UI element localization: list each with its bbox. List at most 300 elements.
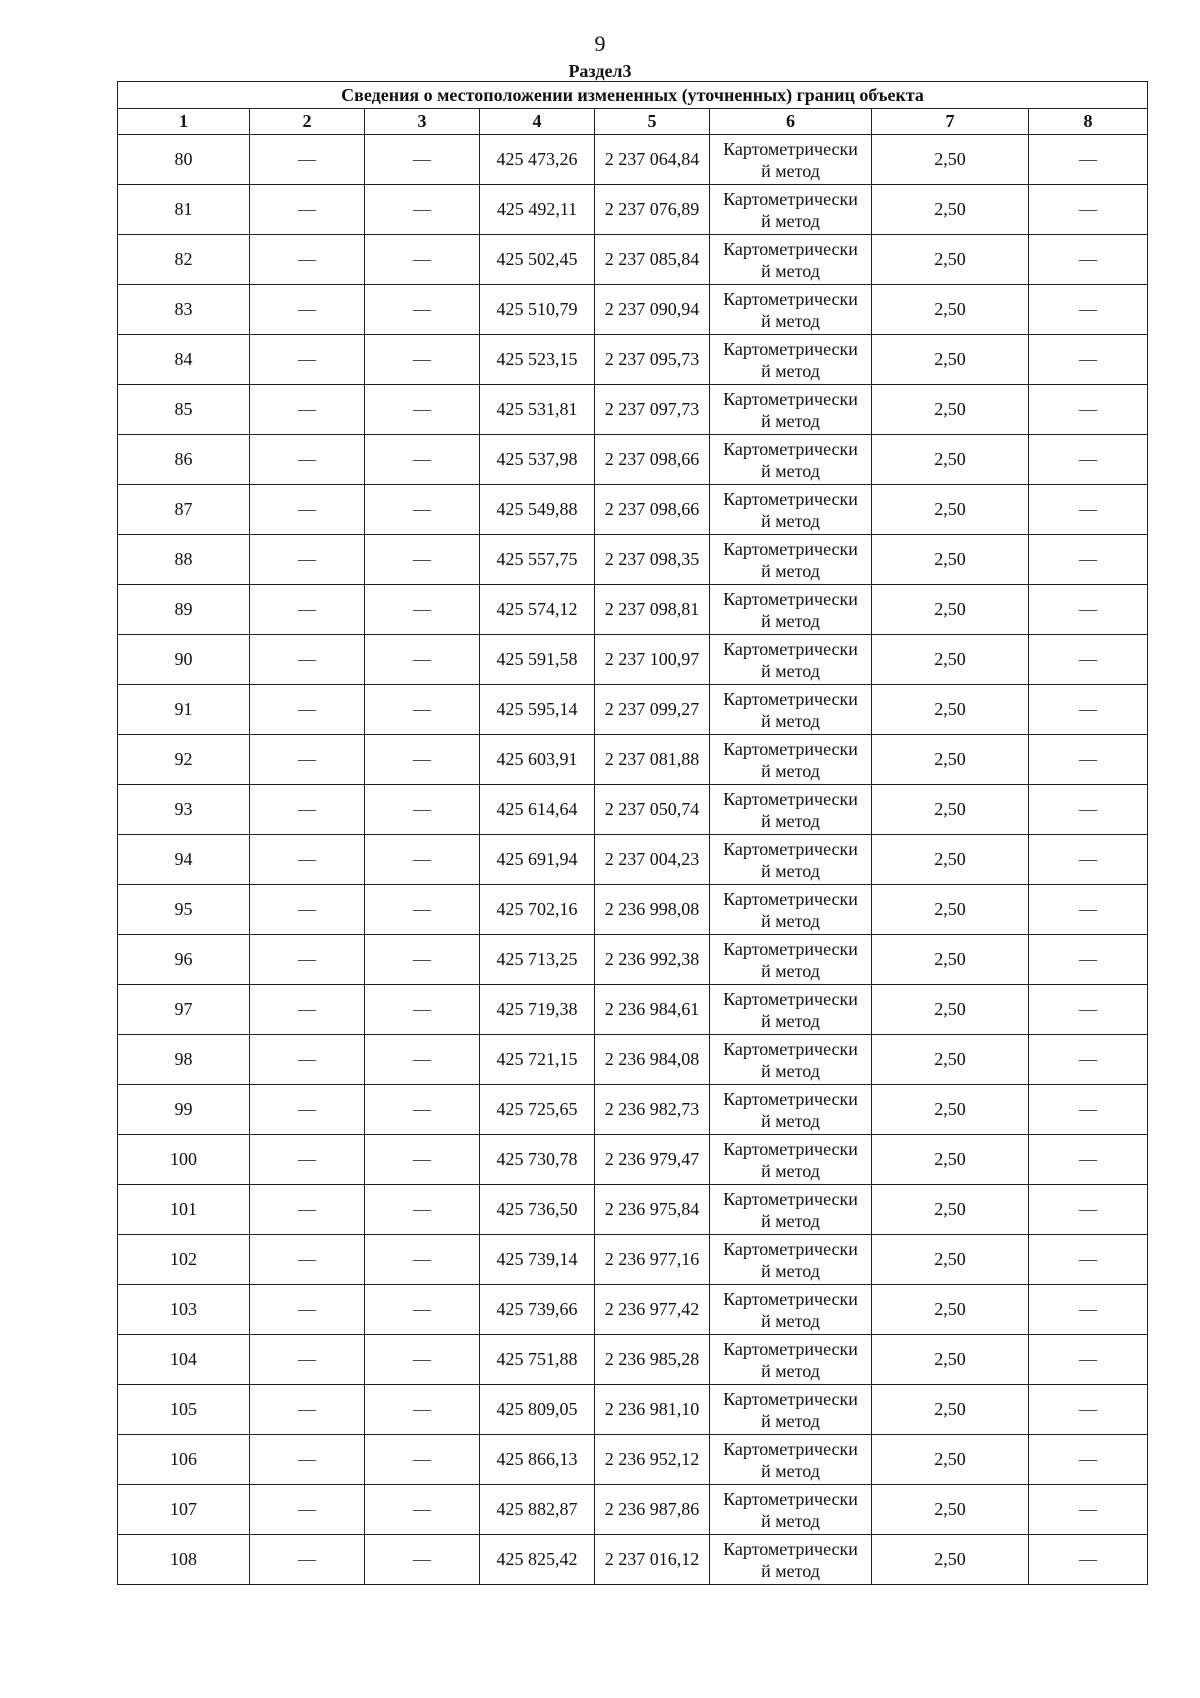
x-coordinate-cell: 425 736,50 [480, 1185, 595, 1235]
column-3-cell: — [365, 1335, 480, 1385]
x-coordinate-cell: 425 537,98 [480, 435, 595, 485]
point-number-cell: 96 [118, 935, 250, 985]
method-cell [710, 1485, 872, 1535]
column-8-cell: — [1029, 135, 1148, 185]
table-row [118, 1085, 1148, 1135]
x-coordinate-cell: 425 713,25 [480, 935, 595, 985]
column-3-cell: — [365, 1035, 480, 1085]
x-coordinate-cell: 425 557,75 [480, 535, 595, 585]
point-number-cell: 83 [118, 285, 250, 335]
method-line-2: й метод [761, 410, 820, 431]
y-coordinate-cell: 2 236 992,38 [595, 935, 710, 985]
x-coordinate-cell: 425 725,65 [480, 1085, 595, 1135]
point-number-cell: 87 [118, 485, 250, 535]
table-row [118, 1485, 1148, 1535]
x-coordinate-cell: 425 739,14 [480, 1235, 595, 1285]
column-3-cell: — [365, 1185, 480, 1235]
y-coordinate-cell: 2 237 099,27 [595, 685, 710, 735]
table-row [118, 985, 1148, 1035]
method-line-1: Картометрически [723, 638, 858, 659]
x-coordinate-cell: 425 882,87 [480, 1485, 595, 1535]
table-row [118, 935, 1148, 985]
section-title: Раздел3 [568, 61, 632, 81]
method-line-1: Картометрически [723, 288, 858, 309]
column-number-row [118, 109, 1148, 135]
method-cell [710, 635, 872, 685]
method-line-2: й метод [761, 660, 820, 681]
method-line-2: й метод [761, 310, 820, 331]
point-number-cell: 100 [118, 1135, 250, 1185]
column-3-cell: — [365, 635, 480, 685]
accuracy-cell: 2,50 [872, 1535, 1029, 1585]
accuracy-cell: 2,50 [872, 1485, 1029, 1535]
method-cell [710, 885, 872, 935]
column-8-cell: — [1029, 335, 1148, 385]
accuracy-cell: 2,50 [872, 1385, 1029, 1435]
column-3-cell: — [365, 1385, 480, 1435]
accuracy-cell: 2,50 [872, 985, 1029, 1035]
method-line-1: Картометрически [723, 1438, 858, 1459]
method-line-1: Картометрически [723, 588, 858, 609]
accuracy-cell: 2,50 [872, 285, 1029, 335]
table-row [118, 235, 1148, 285]
column-8-cell: — [1029, 385, 1148, 435]
accuracy-cell: 2,50 [872, 735, 1029, 785]
y-coordinate-cell: 2 237 100,97 [595, 635, 710, 685]
point-number-cell: 81 [118, 185, 250, 235]
method-line-1: Картометрически [723, 338, 858, 359]
accuracy-cell: 2,50 [872, 135, 1029, 185]
method-cell [710, 485, 872, 535]
point-number-cell: 103 [118, 1285, 250, 1335]
method-cell [710, 1085, 872, 1135]
method-line-1: Картометрически [723, 938, 858, 959]
point-number-cell: 102 [118, 1235, 250, 1285]
column-8-cell: — [1029, 935, 1148, 985]
y-coordinate-cell: 2 236 987,86 [595, 1485, 710, 1535]
column-3-cell: — [365, 1485, 480, 1535]
method-cell [710, 1335, 872, 1385]
method-cell [710, 785, 872, 835]
method-line-1: Картометрически [723, 788, 858, 809]
x-coordinate-cell: 425 866,13 [480, 1435, 595, 1485]
method-line-2: й метод [761, 1410, 820, 1431]
column-3-cell: — [365, 1085, 480, 1135]
column-number: 2 [250, 109, 365, 135]
method-line-1: Картометрически [723, 738, 858, 759]
accuracy-cell: 2,50 [872, 1235, 1029, 1285]
method-cell [710, 1135, 872, 1185]
x-coordinate-cell: 425 719,38 [480, 985, 595, 1035]
column-number: 1 [118, 109, 250, 135]
table-body [118, 135, 1148, 1585]
accuracy-cell: 2,50 [872, 1085, 1029, 1135]
column-8-cell: — [1029, 1335, 1148, 1385]
x-coordinate-cell: 425 591,58 [480, 635, 595, 685]
column-8-cell: — [1029, 235, 1148, 285]
y-coordinate-cell: 2 237 098,35 [595, 535, 710, 585]
y-coordinate-cell: 2 237 064,84 [595, 135, 710, 185]
accuracy-cell: 2,50 [872, 1185, 1029, 1235]
column-2-cell: — [250, 1485, 365, 1535]
method-line-1: Картометрически [723, 1038, 858, 1059]
x-coordinate-cell: 425 603,91 [480, 735, 595, 785]
method-line-1: Картометрически [723, 888, 858, 909]
column-2-cell: — [250, 685, 365, 735]
column-8-cell: — [1029, 1185, 1148, 1235]
column-2-cell: — [250, 485, 365, 535]
method-line-2: й метод [761, 710, 820, 731]
column-3-cell: — [365, 585, 480, 635]
method-line-1: Картометрически [723, 538, 858, 559]
method-line-2: й метод [761, 1510, 820, 1531]
method-cell [710, 185, 872, 235]
table-row [118, 585, 1148, 635]
method-line-2: й метод [761, 1310, 820, 1331]
column-2-cell: — [250, 1035, 365, 1085]
point-number-cell: 108 [118, 1535, 250, 1585]
x-coordinate-cell: 425 721,15 [480, 1035, 595, 1085]
method-cell [710, 935, 872, 985]
point-number-cell: 98 [118, 1035, 250, 1085]
page-number: 9 [594, 31, 606, 56]
column-3-cell: — [365, 885, 480, 935]
y-coordinate-cell: 2 236 985,28 [595, 1335, 710, 1385]
column-8-cell: — [1029, 985, 1148, 1035]
point-number-cell: 93 [118, 785, 250, 835]
y-coordinate-cell: 2 237 098,81 [595, 585, 710, 635]
accuracy-cell: 2,50 [872, 435, 1029, 485]
point-number-cell: 85 [118, 385, 250, 435]
column-2-cell: — [250, 1435, 365, 1485]
method-line-2: й метод [761, 160, 820, 181]
method-line-1: Картометрически [723, 138, 858, 159]
column-3-cell: — [365, 285, 480, 335]
column-2-cell: — [250, 1235, 365, 1285]
column-2-cell: — [250, 885, 365, 935]
method-line-2: й метод [761, 1110, 820, 1131]
point-number-cell: 101 [118, 1185, 250, 1235]
column-3-cell: — [365, 985, 480, 1035]
y-coordinate-cell: 2 236 998,08 [595, 885, 710, 935]
column-8-cell: — [1029, 535, 1148, 585]
column-3-cell: — [365, 1285, 480, 1335]
table-row [118, 1035, 1148, 1085]
column-8-cell: — [1029, 1385, 1148, 1435]
column-8-cell: — [1029, 685, 1148, 735]
column-8-cell: — [1029, 785, 1148, 835]
point-number-cell: 105 [118, 1385, 250, 1435]
column-3-cell: — [365, 1235, 480, 1285]
point-number-cell: 104 [118, 1335, 250, 1385]
x-coordinate-cell: 425 531,81 [480, 385, 595, 435]
column-number: 5 [595, 109, 710, 135]
y-coordinate-cell: 2 236 979,47 [595, 1135, 710, 1185]
column-number: 7 [872, 109, 1029, 135]
point-number-cell: 80 [118, 135, 250, 185]
x-coordinate-cell: 425 825,42 [480, 1535, 595, 1585]
column-8-cell: — [1029, 635, 1148, 685]
method-line-1: Картометрически [723, 1138, 858, 1159]
column-2-cell: — [250, 185, 365, 235]
y-coordinate-cell: 2 237 016,12 [595, 1535, 710, 1585]
accuracy-cell: 2,50 [872, 935, 1029, 985]
column-8-cell: — [1029, 285, 1148, 335]
column-3-cell: — [365, 735, 480, 785]
method-line-1: Картометрически [723, 688, 858, 709]
x-coordinate-cell: 425 549,88 [480, 485, 595, 535]
column-8-cell: — [1029, 885, 1148, 935]
table-row [118, 1285, 1148, 1335]
column-3-cell: — [365, 135, 480, 185]
method-cell [710, 535, 872, 585]
column-3-cell: — [365, 185, 480, 235]
method-cell [710, 435, 872, 485]
method-line-2: й метод [761, 760, 820, 781]
table-row [118, 185, 1148, 235]
method-cell [710, 1385, 872, 1435]
method-cell [710, 285, 872, 335]
method-line-2: й метод [761, 460, 820, 481]
x-coordinate-cell: 425 702,16 [480, 885, 595, 935]
method-cell [710, 1035, 872, 1085]
x-coordinate-cell: 425 492,11 [480, 185, 595, 235]
accuracy-cell: 2,50 [872, 835, 1029, 885]
y-coordinate-cell: 2 236 952,12 [595, 1435, 710, 1485]
accuracy-cell: 2,50 [872, 1135, 1029, 1185]
column-3-cell: — [365, 485, 480, 535]
method-line-2: й метод [761, 960, 820, 981]
column-8-cell: — [1029, 735, 1148, 785]
point-number-cell: 94 [118, 835, 250, 885]
method-cell [710, 585, 872, 635]
table-caption-row [118, 82, 1148, 109]
column-number: 6 [710, 109, 872, 135]
table-row [118, 685, 1148, 735]
accuracy-cell: 2,50 [872, 385, 1029, 435]
x-coordinate-cell: 425 510,79 [480, 285, 595, 335]
method-line-1: Картометрически [723, 438, 858, 459]
x-coordinate-cell: 425 574,12 [480, 585, 595, 635]
method-cell [710, 235, 872, 285]
y-coordinate-cell: 2 237 098,66 [595, 485, 710, 535]
table-row [118, 535, 1148, 585]
x-coordinate-cell: 425 614,64 [480, 785, 595, 835]
x-coordinate-cell: 425 502,45 [480, 235, 595, 285]
column-number: 4 [480, 109, 595, 135]
y-coordinate-cell: 2 237 004,23 [595, 835, 710, 885]
accuracy-cell: 2,50 [872, 635, 1029, 685]
x-coordinate-cell: 425 739,66 [480, 1285, 595, 1335]
method-line-2: й метод [761, 1360, 820, 1381]
column-2-cell: — [250, 635, 365, 685]
point-number-cell: 91 [118, 685, 250, 735]
column-2-cell: — [250, 535, 365, 585]
method-cell [710, 335, 872, 385]
method-line-2: й метод [761, 1210, 820, 1231]
accuracy-cell: 2,50 [872, 585, 1029, 635]
method-line-1: Картометрически [723, 238, 858, 259]
y-coordinate-cell: 2 236 982,73 [595, 1085, 710, 1135]
method-line-1: Картометрически [723, 1388, 858, 1409]
column-2-cell: — [250, 1535, 365, 1585]
table-row [118, 1235, 1148, 1285]
column-2-cell: — [250, 585, 365, 635]
table-row [118, 285, 1148, 335]
y-coordinate-cell: 2 236 984,08 [595, 1035, 710, 1085]
method-line-2: й метод [761, 1560, 820, 1581]
method-line-2: й метод [761, 210, 820, 231]
point-number-cell: 82 [118, 235, 250, 285]
point-number-cell: 89 [118, 585, 250, 635]
column-2-cell: — [250, 135, 365, 185]
method-line-1: Картометрически [723, 1288, 858, 1309]
accuracy-cell: 2,50 [872, 885, 1029, 935]
column-3-cell: — [365, 1135, 480, 1185]
table-row [118, 1135, 1148, 1185]
column-3-cell: — [365, 1435, 480, 1485]
column-number: 8 [1029, 109, 1148, 135]
accuracy-cell: 2,50 [872, 1285, 1029, 1335]
accuracy-cell: 2,50 [872, 485, 1029, 535]
column-2-cell: — [250, 785, 365, 835]
point-number-cell: 86 [118, 435, 250, 485]
column-2-cell: — [250, 385, 365, 435]
y-coordinate-cell: 2 237 090,94 [595, 285, 710, 335]
y-coordinate-cell: 2 236 981,10 [595, 1385, 710, 1435]
column-2-cell: — [250, 435, 365, 485]
method-line-2: й метод [761, 1060, 820, 1081]
method-line-1: Картометрически [723, 1488, 858, 1509]
method-line-2: й метод [761, 1160, 820, 1181]
column-8-cell: — [1029, 1135, 1148, 1185]
y-coordinate-cell: 2 237 076,89 [595, 185, 710, 235]
point-number-cell: 92 [118, 735, 250, 785]
method-line-1: Картометрически [723, 1338, 858, 1359]
table-row [118, 1535, 1148, 1585]
method-line-1: Картометрически [723, 1088, 858, 1109]
point-number-cell: 88 [118, 535, 250, 585]
point-number-cell: 84 [118, 335, 250, 385]
y-coordinate-cell: 2 236 984,61 [595, 985, 710, 1035]
column-2-cell: — [250, 335, 365, 385]
column-8-cell: — [1029, 1035, 1148, 1085]
column-8-cell: — [1029, 585, 1148, 635]
method-cell [710, 985, 872, 1035]
column-3-cell: — [365, 1535, 480, 1585]
column-8-cell: — [1029, 1285, 1148, 1335]
column-3-cell: — [365, 335, 480, 385]
column-3-cell: — [365, 835, 480, 885]
method-cell [710, 735, 872, 785]
table-row [118, 635, 1148, 685]
method-line-2: й метод [761, 560, 820, 581]
method-cell [710, 1435, 872, 1485]
y-coordinate-cell: 2 236 975,84 [595, 1185, 710, 1235]
x-coordinate-cell: 425 809,05 [480, 1385, 595, 1435]
table-row [118, 1185, 1148, 1235]
x-coordinate-cell: 425 595,14 [480, 685, 595, 735]
column-2-cell: — [250, 835, 365, 885]
method-line-2: й метод [761, 910, 820, 931]
column-2-cell: — [250, 1185, 365, 1235]
point-number-cell: 97 [118, 985, 250, 1035]
accuracy-cell: 2,50 [872, 1435, 1029, 1485]
table-row [118, 135, 1148, 185]
column-8-cell: — [1029, 1485, 1148, 1535]
method-cell [710, 1535, 872, 1585]
method-line-1: Картометрически [723, 1188, 858, 1209]
x-coordinate-cell: 425 523,15 [480, 335, 595, 385]
column-8-cell: — [1029, 1435, 1148, 1485]
method-cell [710, 135, 872, 185]
method-line-1: Картометрически [723, 388, 858, 409]
x-coordinate-cell: 425 730,78 [480, 1135, 595, 1185]
column-2-cell: — [250, 1285, 365, 1335]
column-3-cell: — [365, 785, 480, 835]
column-3-cell: — [365, 685, 480, 735]
accuracy-cell: 2,50 [872, 235, 1029, 285]
column-8-cell: — [1029, 485, 1148, 535]
method-cell [710, 385, 872, 435]
table-title: Сведения о местоположении измененных (уточненных) границ объекта [118, 82, 1148, 109]
method-line-2: й метод [761, 360, 820, 381]
table-row [118, 435, 1148, 485]
method-line-1: Картометрически [723, 988, 858, 1009]
accuracy-cell: 2,50 [872, 785, 1029, 835]
column-2-cell: — [250, 285, 365, 335]
method-cell [710, 1235, 872, 1285]
method-line-1: Картометрически [723, 488, 858, 509]
table-row [118, 335, 1148, 385]
column-2-cell: — [250, 735, 365, 785]
table-row [118, 835, 1148, 885]
method-line-2: й метод [761, 810, 820, 831]
column-3-cell: — [365, 435, 480, 485]
table-row [118, 735, 1148, 785]
column-8-cell: — [1029, 1535, 1148, 1585]
method-cell [710, 1285, 872, 1335]
method-cell [710, 685, 872, 735]
accuracy-cell: 2,50 [872, 185, 1029, 235]
column-2-cell: — [250, 1335, 365, 1385]
method-line-2: й метод [761, 1010, 820, 1031]
column-2-cell: — [250, 985, 365, 1035]
column-number: 3 [365, 109, 480, 135]
x-coordinate-cell: 425 691,94 [480, 835, 595, 885]
point-number-cell: 90 [118, 635, 250, 685]
method-line-2: й метод [761, 510, 820, 531]
column-2-cell: — [250, 235, 365, 285]
method-line-1: Картометрически [723, 188, 858, 209]
column-8-cell: — [1029, 1085, 1148, 1135]
table-row [118, 1385, 1148, 1435]
point-number-cell: 99 [118, 1085, 250, 1135]
column-2-cell: — [250, 1085, 365, 1135]
method-line-2: й метод [761, 1460, 820, 1481]
table-row [118, 785, 1148, 835]
coordinates-table [117, 81, 1148, 1585]
y-coordinate-cell: 2 237 098,66 [595, 435, 710, 485]
y-coordinate-cell: 2 236 977,42 [595, 1285, 710, 1335]
column-3-cell: — [365, 535, 480, 585]
y-coordinate-cell: 2 236 977,16 [595, 1235, 710, 1285]
accuracy-cell: 2,50 [872, 335, 1029, 385]
method-cell [710, 835, 872, 885]
accuracy-cell: 2,50 [872, 535, 1029, 585]
column-3-cell: — [365, 385, 480, 435]
x-coordinate-cell: 425 473,26 [480, 135, 595, 185]
